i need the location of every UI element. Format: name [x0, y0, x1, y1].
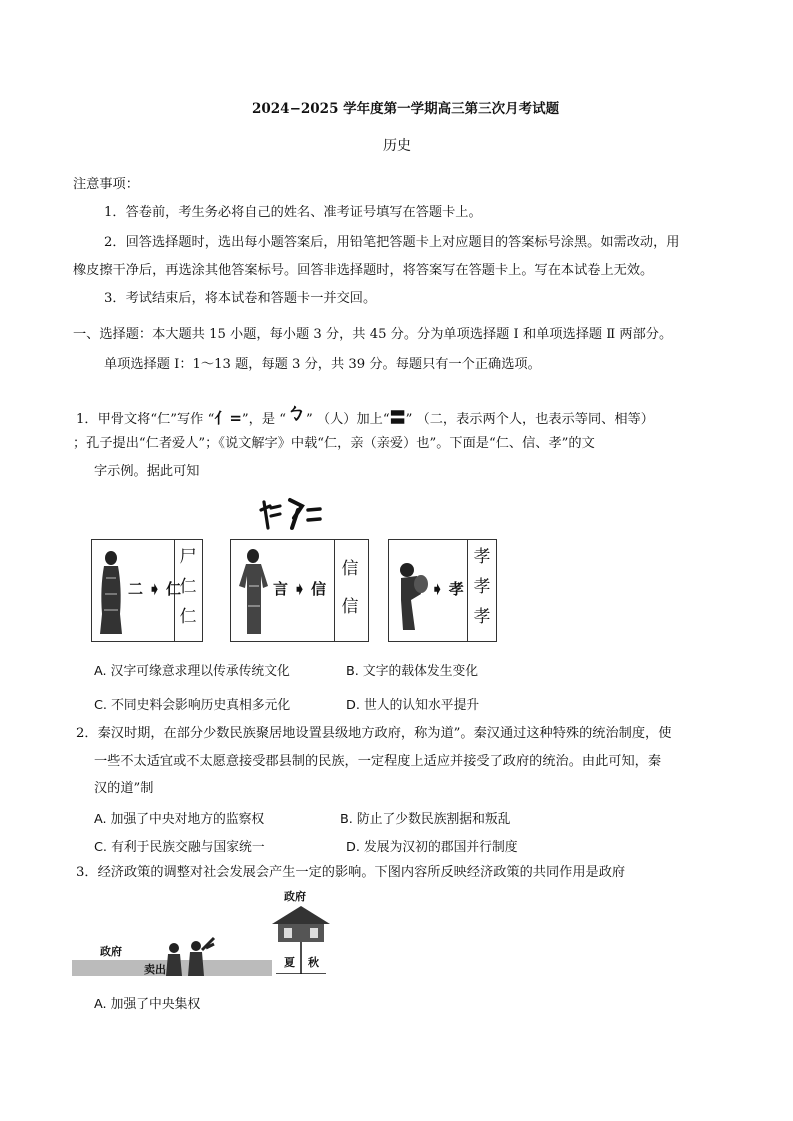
oracle-equation-figure	[258, 496, 326, 532]
q3-option-a[interactable]: A. 加强了中央集权	[94, 997, 201, 1012]
q2-option-c[interactable]: C. 有利于民族交融与国家统一	[94, 840, 265, 855]
panel-divider	[467, 540, 468, 641]
panel2-column	[338, 550, 362, 626]
notice-item-2-cont: 橡皮擦干净后，再选涂其他答案标号。回答非选择题时，将答案写在答题卡上。写在本试卷上无效。	[73, 263, 654, 278]
q1-text-d: ” （二，表示两个人，也表示等同、相等）	[405, 412, 654, 427]
granary-building-icon	[268, 902, 334, 974]
panel3-inline: ➧ 孝	[431, 580, 464, 598]
q1-option-a[interactable]: A. 汉字可缘意求理以传承传统文化	[94, 664, 290, 679]
q1-line1	[76, 400, 654, 429]
q2-line2: 一些不太适宜或不太愿意接受郡县制的民族，一定程度上适应并接受了政府的统治。由此可知，秦	[94, 754, 662, 769]
q1-text-a: 1．甲骨文将“仁”写作 “	[76, 412, 215, 427]
figure-panel-xin	[230, 539, 369, 642]
q1-text-c: ” （人）加上“	[305, 412, 390, 427]
panel2-inline: 言 ➧ 信	[273, 580, 327, 598]
q3-left-gov-label: 政府	[100, 945, 122, 958]
q2-line3: 汉的道”制	[94, 781, 154, 796]
q2-option-d[interactable]: D. 发展为汉初的郡国并行制度	[346, 840, 518, 855]
section-sub: 单项选择题 I：1～13 题，每题 3 分，共 39 分。每题只有一个正确选项。	[104, 357, 541, 372]
exam-title: 2024−2025 学年度第一学期高三第三次月考试题	[252, 101, 560, 117]
panel3-char-1: 孝	[473, 547, 491, 567]
q3-summer-label: 夏	[284, 956, 295, 969]
panel1-inline: 二 ➧ 仁	[128, 580, 182, 598]
section-heading: 一、选择题：本大题共 15 小题，每小题 3 分，共 45 分。分为单项选择题 I 和单项选择题 Ⅱ 两部分。	[73, 327, 673, 342]
q1-option-c[interactable]: C. 不同史料会影响历史真相多元化	[94, 698, 291, 713]
q2-option-b[interactable]: B. 防止了少数民族割据和叛乱	[340, 812, 511, 827]
scholar-figure-icon	[235, 546, 271, 638]
q1-line2: ；孔子提出“仁者爱人”；《说文解字》中载“仁，亲（亲爱）也”。下面是“仁、信、孝”的文	[73, 436, 595, 451]
panel1-column	[176, 542, 200, 632]
peasant-figures-icon	[164, 936, 216, 976]
q2-option-a[interactable]: A. 加强了中央对地方的监察权	[94, 812, 265, 827]
q1-line3: 字示例。据此可知	[94, 464, 200, 479]
panel2-char-1: 信	[341, 559, 359, 579]
notice-item-2: 2．回答选择题时，选出每小题答案后，用铅笔把答题卡上对应题目的答案标号涂黑。如需改动，用	[104, 235, 680, 250]
confucius-figure-icon	[96, 548, 126, 636]
panel1-char-2: 仁	[179, 577, 197, 597]
panel1-char-3: 仁	[179, 607, 197, 627]
q3-sell-label: 卖出	[144, 963, 166, 976]
q1-option-b[interactable]: B. 文字的载体发生变化	[346, 664, 479, 679]
subject-title: 历史	[383, 138, 411, 154]
panel3-char-3: 孝	[473, 607, 491, 627]
q1-text-b: ”，是 “	[241, 412, 286, 427]
filial-figure-icon	[397, 560, 431, 634]
q3-figure	[72, 884, 334, 976]
figure-panel-xiao	[388, 539, 497, 642]
q3-line1: 3．经济政策的调整对社会发展会产生一定的影响。下图内容所反映经济政策的共同作用是政府	[76, 865, 626, 880]
oracle-two-glyph: 〓	[389, 408, 406, 427]
panel1-char-1: 尸	[179, 547, 197, 567]
oracle-equation-svg	[258, 496, 326, 532]
panel3-char-2: 孝	[473, 577, 491, 597]
q3-autumn-label: 秋	[308, 956, 319, 969]
panel3-column	[470, 542, 494, 632]
figure-panel-ren	[91, 539, 203, 642]
q2-line1: 2．秦汉时期，在部分少数民族聚居地设置县级地方政府，称为道”。秦汉通过这种特殊的统治制度，使	[76, 726, 672, 741]
notice-item-1: 1．答卷前，考生务必将自己的姓名、准考证号填写在答题卡上。	[104, 205, 482, 220]
oracle-person-glyph: ㄅ	[285, 400, 306, 424]
q3-right-gov-label: 政府	[284, 890, 306, 903]
panel2-char-2: 信	[341, 597, 359, 617]
notice-item-3: 3．考试结束后，将本试卷和答题卡一并交回。	[104, 291, 377, 306]
notice-heading: 注意事项：	[73, 177, 139, 192]
panel-divider	[334, 540, 335, 641]
q1-option-d[interactable]: D. 世人的认知水平提升	[346, 698, 480, 713]
oracle-ren-glyph: ⺅=	[214, 409, 242, 427]
